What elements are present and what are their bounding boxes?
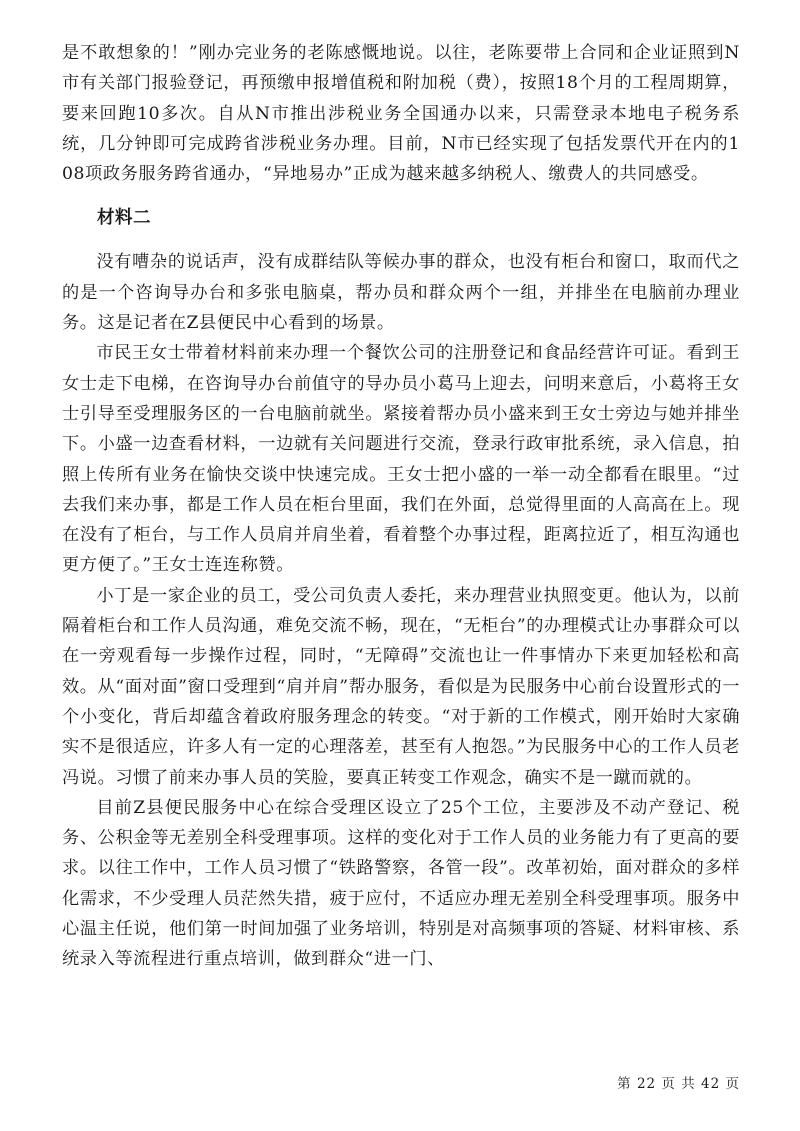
page-number-footer: 第 22 页 共 42 页 (617, 1076, 740, 1092)
paragraph-5: 目前Z县便民服务中心在综合受理区设立了25个工位，主要涉及不动产登记、税务、公积金等无差别全科受理事项。这样的变化对于工作人员的业务能力有了更高的要求。以往工作中，工作人员习惯了“铁路警察，各管一段”。改革初始，面对群众的多样化需求，不少受理人员茫然失措，疲于应付，不适应办理无差别全科受理事项。服务中心温主任说，他们第一时间加强了业务培训，特别是对高频事项的答疑、材料审核、系统录入等流程进行重点培训，做到群众“进一门、 (62, 797, 740, 970)
document-body (62, 38, 740, 975)
paragraph-2: 没有嘈杂的说话声，没有成群结队等候办事的群众，也没有柜台和窗口，取而代之的是一个咨询导办台和多张电脑桌，帮办员和群众两个一组，并排坐在电脑前办理业务。这是记者在Z县便民中心看到的场景。 (62, 252, 740, 334)
paragraph-3: 市民王女士带着材料前来办理一个餐饮公司的注册登记和食品经营许可证。看到王女士走下电梯，在咨询导办台前值守的导办员小葛马上迎去，问明来意后，小葛将王女士引导至受理服务区的一台电脑前就坐。紧接着帮办员小盛来到王女士旁边与她并排坐下。小盛一边查看材料，一边就有关问题进行交流，登录行政审批系统，录入信息，拍照上传所有业务在愉快交谈中快速完成。王女士把小盛的一举一动全都看在眼里。“过去我们来办事，都是工作人员在柜台里面，我们在外面，总觉得里面的人高高在上。现在没有了柜台，与工作人员肩并肩坐着，看着整个办事过程，距离拉近了，相互沟通也更方便了。”王女士连连称赞。 (62, 343, 740, 576)
paragraph-4: 小丁是一家企业的员工，受公司负责人委托，来办理营业执照变更。他认为，以前隔着柜台和工作人员沟通，难免交流不畅，现在，“无柜台”的办理模式让办事群众可以在一旁观看每一步操作过程，同时，“无障碍”交流也让一件事情办下来更加轻松和高效。从“面对面”窗口受理到“肩并肩”帮办服务，看似是为民服务中心前台设置形式的一个小变化，背后却蕴含着政府服务理念的转变。“对于新的工作模式，刚开始时大家确实不是很适应，许多人有一定的心理落差，甚至有人抱怨。”为民服务中心的工作人员老冯说。习惯了前来办事人员的笑脸，要真正转变工作观念，确实不是一蹴而就的。 (62, 585, 740, 788)
paragraph-1: 是不敢想象的！”刚办完业务的老陈感慨地说。以往，老陈要带上合同和企业证照到N市有关部门报验登记，再预缴申报增值税和附加税（费），按照18个月的工程周期算，要来回跑10多次。自从N市推出涉税业务全国通办以来，只需登录本地电子税务系统，几分钟即可完成跨省涉税业务办理。目前，N市已经实现了包括发票代开在内的108项政务服务跨省通办，“异地易办”正成为越来越多纳税人、缴费人的共同感受。 (62, 43, 740, 185)
section-heading-material-2: 材料二 (97, 208, 151, 229)
